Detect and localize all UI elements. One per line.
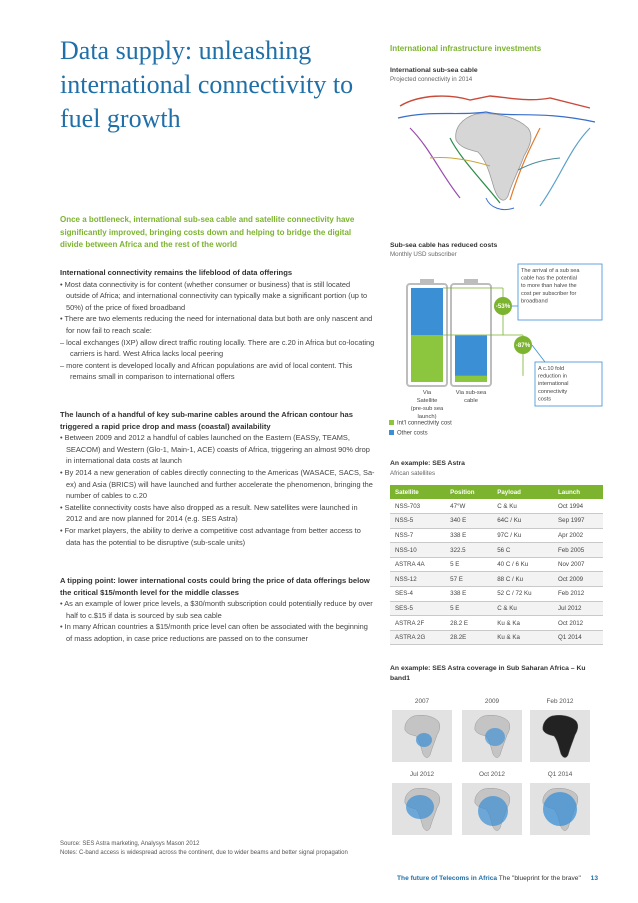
- category-label: launch): [417, 414, 437, 420]
- table-cell: Nov 2007: [553, 557, 603, 572]
- table-title: An example: SES Astra: [390, 460, 465, 467]
- table-cell: Jul 2012: [553, 601, 603, 616]
- legend-swatch-intl: [389, 420, 394, 425]
- category-label: Via sub-sea: [455, 390, 487, 396]
- sub-bullet: – local exchanges (IXP) allow direct traffic routing locally. There are c.20 in Africa but co-locating carriers is hard. West Africa lacks local peering: [60, 337, 375, 359]
- table-cell: 5 E: [445, 557, 492, 572]
- table-cell: NSS-7: [390, 528, 445, 543]
- table-cell: Sep 1997: [553, 514, 603, 529]
- battery-terminal: [420, 279, 434, 283]
- table-cell: ASTRA 4A: [390, 557, 445, 572]
- callout-text: The arrival of a sub sea: [521, 268, 580, 274]
- table-cell: Ku & Ka: [492, 616, 553, 631]
- battery-terminal: [464, 279, 478, 283]
- footer-brand: The future of Telecoms in Africa: [397, 875, 498, 882]
- table-cell: C & Ku: [492, 499, 553, 514]
- bar-other-costs: [411, 288, 443, 335]
- table-note: African satellites: [390, 470, 436, 477]
- table-cell: 28.2E: [445, 630, 492, 645]
- map-note: Projected connectivity in 2014: [390, 76, 473, 83]
- page-title: Data supply: unleashing international connectivity to fuel growth: [60, 36, 354, 133]
- coverage-label: Jul 2012: [409, 771, 435, 778]
- callout-connector: [532, 345, 545, 362]
- table-row: [390, 499, 603, 514]
- section-heading: A tipping point: lower international costs could bring the price of data offerings below the critical $15/month level for the middle classes: [60, 576, 370, 597]
- column-header: Position: [445, 485, 492, 499]
- source-note: Source: SES Astra marketing, Analysys Mason 2012: [60, 841, 200, 847]
- table-row: [390, 543, 603, 558]
- bullet: • Between 2009 and 2012 a handful of cables launched on the Eastern (EASSy, TEAMS, SEACOM) and Western (Glo-1, Main-1, ACE) coasts of Africa, triggering an almost 90% drop in international data costs at launch: [60, 433, 370, 466]
- callout-text: costs: [538, 396, 552, 403]
- bullet: • As an example of lower price levels, a $30/month subscription could potentially reduce by over half to c.$15 if data is sourced by sub sea cable: [60, 599, 373, 620]
- bar-other-costs: [455, 335, 487, 375]
- table-row: [390, 630, 603, 645]
- table-cell: 64C / Ku: [492, 514, 553, 529]
- coverage-map-q1-2014: [530, 783, 590, 835]
- table-cell: Q1 2014: [553, 630, 603, 645]
- callout-text: connectivity: [538, 388, 568, 395]
- table-cell: 88 C / Ku: [492, 572, 553, 587]
- bullet: • By 2014 a new generation of cables directly connecting to the Americas (WASACE, SACS, Sa-ex) and Asia (BRICS) will have launched and further accelerate the phenomenon, bringing the number of cables to c.20: [60, 467, 375, 501]
- table-cell: ASTRA 2G: [390, 630, 445, 645]
- table-cell: 40 C / 6 Ku: [492, 557, 553, 572]
- cost-chart: [385, 262, 603, 440]
- table-cell: 56 C: [492, 543, 553, 558]
- callout-text: reduction in: [538, 373, 567, 380]
- column-header: Payload: [492, 485, 553, 499]
- bullet: • Most data connectivity is for content (whether consumer or business) that is still located outside of Africa; and international connectivity can typically make a significant portion (up to 50%) of the price of fixed broadband: [60, 279, 368, 312]
- callout-text: cable has the potential: [521, 275, 577, 282]
- coverage-map-2007: [392, 710, 452, 762]
- legend-label: Int'l connectivity cost: [397, 420, 452, 427]
- bullet: • In many African countries a $15/month price level can often be associated with the beginning of mass adoption, in case price reductions are passed on to the consumer: [60, 622, 368, 643]
- table-cell: NSS-12: [390, 572, 445, 587]
- table-cell: 5 E: [445, 601, 492, 616]
- bullet: • There are two elements reducing the need for international data but both are only nascent and for now fail to reach scale:: [60, 314, 373, 335]
- sub-bullet: – more content is developed locally and African populations are avid of local content. This remains small in comparison to international offers: [60, 360, 353, 382]
- category-label: Satellite: [416, 398, 438, 404]
- coverage-label: 2007: [414, 698, 430, 705]
- section-tipping-point: [60, 575, 375, 645]
- footnote: [60, 840, 420, 858]
- table-cell: Oct 2012: [553, 616, 603, 631]
- coverage-map-oct-2012: [462, 783, 522, 835]
- table-cell: Feb 2012: [553, 587, 603, 602]
- coverage-label: 2009: [484, 698, 500, 705]
- table-cell: Oct 1994: [553, 499, 603, 514]
- callout-text: to more than halve the: [521, 283, 577, 290]
- table-cell: C & Ku: [492, 601, 553, 616]
- chart-title: Sub-sea cable has reduced costs: [390, 242, 498, 249]
- table-row: [390, 616, 603, 631]
- section-heading: International connectivity remains the lifeblood of data offerings: [60, 268, 293, 277]
- footer-tagline: The "blueprint for the brave": [498, 875, 581, 882]
- section-cables: [60, 409, 375, 548]
- callout-text: cost per subscriber for: [521, 290, 577, 297]
- table-header-row: [390, 485, 603, 499]
- column-header: Launch: [553, 485, 603, 499]
- bar-intl-connectivity: [455, 376, 487, 382]
- coverage-map-jul-2012: [392, 783, 452, 835]
- coverage-map-feb-2012: [530, 710, 590, 762]
- table-row: [390, 557, 603, 572]
- table-cell: 97C / Ku: [492, 528, 553, 543]
- coverage-map-2009: [462, 710, 522, 762]
- bullet: • For market players, the ability to derive a competitive cost advantage from better access to data has the potential to be disruptive (sub-scale units): [60, 525, 361, 547]
- table-cell: 28.2 E: [445, 616, 492, 631]
- notes-note: Notes: C-band access is widespread across the continent, due to wider beams and better signal propagation: [60, 850, 348, 856]
- table-cell: 340 E: [445, 514, 492, 529]
- table-cell: Apr 2002: [553, 528, 603, 543]
- table-cell: 52 C / 72 Ku: [492, 587, 553, 602]
- page-footer: [397, 875, 598, 882]
- table-row: [390, 528, 603, 543]
- table-cell: ASTRA 2F: [390, 616, 445, 631]
- table-cell: 338 E: [445, 528, 492, 543]
- bullet: • Satellite connectivity costs have also dropped as a result. New satellites were launched in 2012 and are now planned for 2014 (e.g. SES Astra): [60, 502, 358, 524]
- table-cell: NSS-703: [390, 499, 445, 514]
- annotation-label: -87%: [515, 342, 531, 350]
- map-title: International sub-sea cable: [390, 67, 478, 74]
- callout-text: international: [538, 381, 569, 388]
- table-cell: SES-4: [390, 587, 445, 602]
- legend-swatch-other: [389, 430, 394, 435]
- coverage-title: An example: SES Astra coverage in Sub Saharan Africa – Ku band1: [390, 665, 586, 682]
- page-number: 13: [590, 875, 598, 882]
- section-connectivity: [60, 267, 375, 383]
- column-header: Satellite: [390, 485, 445, 499]
- infrastructure-heading: International infrastructure investments: [390, 44, 542, 53]
- coverage-label: Q1 2014: [547, 771, 573, 778]
- table-row: [390, 587, 603, 602]
- table-cell: SES-5: [390, 601, 445, 616]
- table-cell: 338 E: [445, 587, 492, 602]
- table-cell: NSS-5: [390, 514, 445, 529]
- callout-text: broadband: [521, 298, 548, 305]
- table-row: [390, 572, 603, 587]
- table-cell: Feb 2005: [553, 543, 603, 558]
- subsea-cable-map: [390, 88, 602, 218]
- table-cell: 57 E: [445, 572, 492, 587]
- satellite-table: [390, 485, 603, 645]
- table-cell: 47°W: [445, 499, 492, 514]
- intro-text: Once a bottleneck, international sub-sea cable and satellite connectivity have significantly improved, bringing costs down and helping to bridge the digital divide between Africa and the rest of the world: [60, 215, 355, 249]
- legend-label: Other costs: [397, 430, 428, 437]
- table-row: [390, 514, 603, 529]
- table-cell: NSS-10: [390, 543, 445, 558]
- coverage-label: Oct 2012: [479, 771, 505, 778]
- table-cell: 322.5: [445, 543, 492, 558]
- section-heading: The launch of a handful of key sub-marine cables around the African contour has triggered a rapid price drop and mass (coastal) availability: [60, 410, 353, 431]
- table-row: [390, 601, 603, 616]
- callout-text: A c.10 fold: [538, 366, 565, 372]
- table-cell: Oct 2009: [553, 572, 603, 587]
- category-label: (pre-sub sea: [410, 406, 444, 412]
- chart-note: Monthly USD subscriber: [390, 251, 457, 258]
- annotation-label: -53%: [495, 303, 511, 311]
- coverage-label: Feb 2012: [546, 698, 574, 705]
- bar-intl-connectivity: [411, 335, 443, 382]
- category-label: Via: [422, 390, 432, 396]
- table-cell: Ku & Ka: [492, 630, 553, 645]
- category-label: cable: [464, 398, 478, 404]
